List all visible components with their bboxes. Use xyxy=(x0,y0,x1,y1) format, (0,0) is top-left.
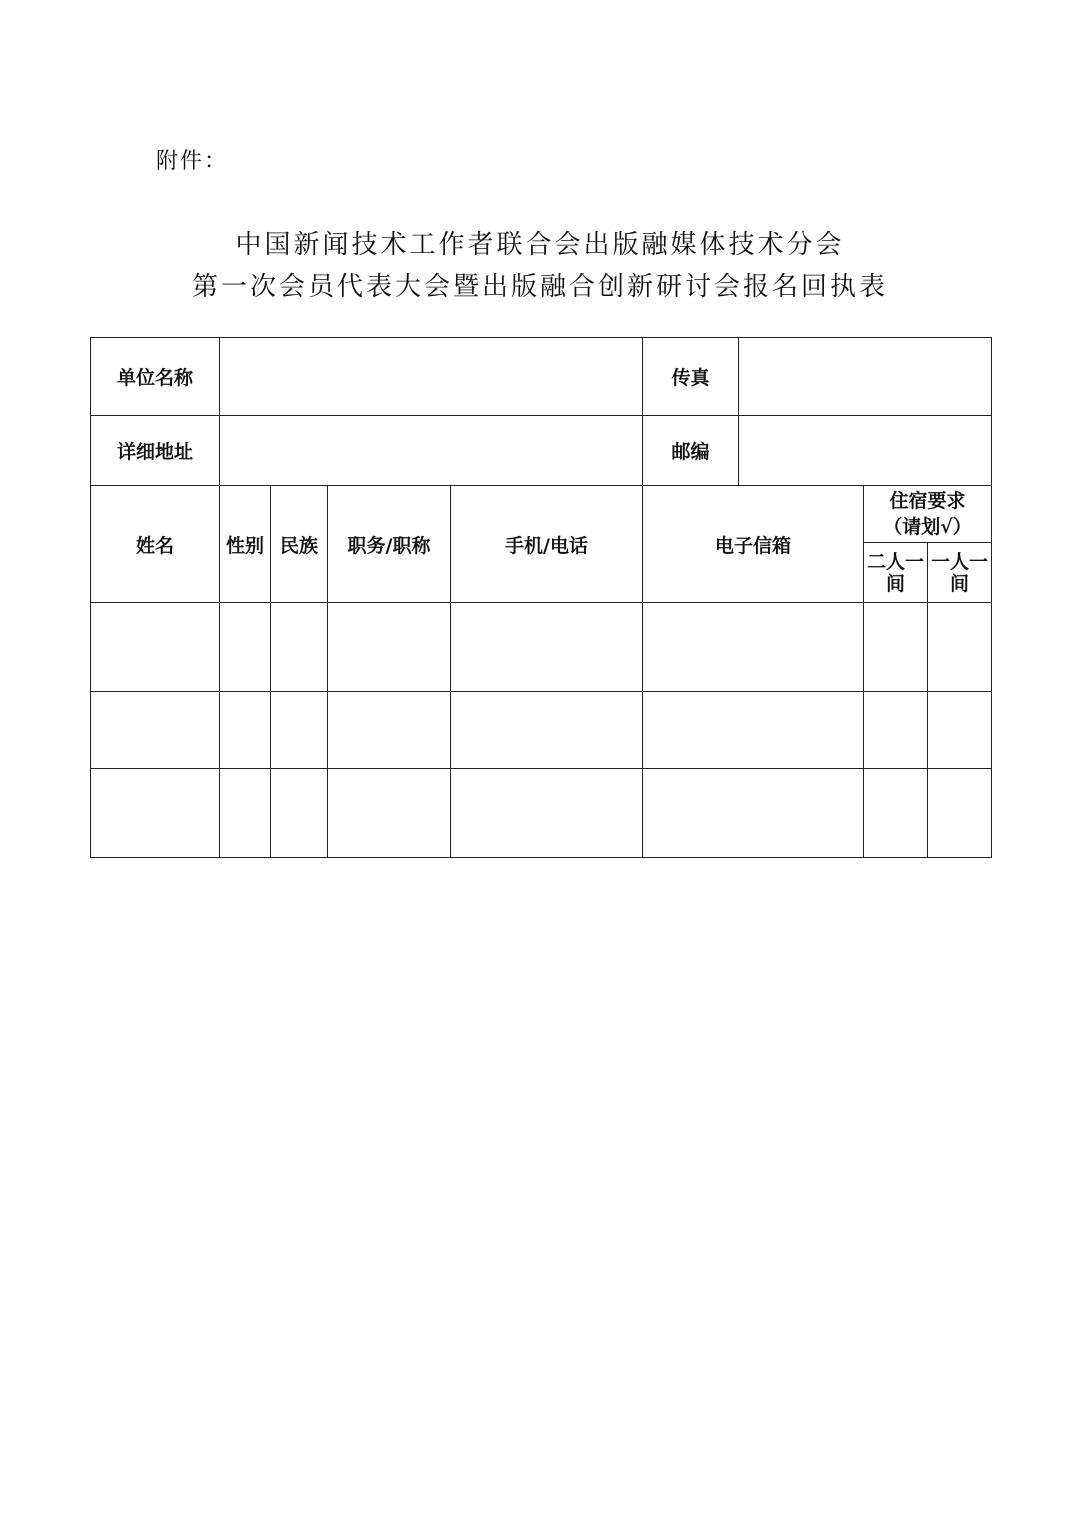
single-room-cell[interactable] xyxy=(928,769,992,858)
phone-cell[interactable] xyxy=(451,769,643,858)
double-room-cell[interactable] xyxy=(864,603,928,692)
title-line-1: 中国新闻技术工作者联合会出版融媒体技术分会 xyxy=(235,230,845,260)
ethnicity-cell[interactable] xyxy=(271,603,328,692)
phone-cell[interactable] xyxy=(451,692,643,769)
position-cell[interactable] xyxy=(328,603,451,692)
name-cell[interactable] xyxy=(91,769,220,858)
address-field[interactable] xyxy=(220,416,643,486)
double-room-header xyxy=(864,543,928,603)
phone-header: 手机/电话 xyxy=(451,486,643,603)
ethnicity-header: 民族 xyxy=(271,486,328,603)
table-row xyxy=(91,603,992,692)
double-room-line2: 间 xyxy=(885,572,905,595)
gender-header: 性别 xyxy=(220,486,271,603)
name-cell[interactable] xyxy=(91,603,220,692)
ethnicity-cell[interactable] xyxy=(271,692,328,769)
name-cell[interactable] xyxy=(91,692,220,769)
single-room-header xyxy=(928,543,992,603)
unit-name-label: 单位名称 xyxy=(91,338,220,416)
unit-row xyxy=(91,338,992,416)
gender-cell[interactable] xyxy=(220,692,271,769)
unit-name-field[interactable] xyxy=(220,338,643,416)
email-header: 电子信箱 xyxy=(643,486,864,603)
email-cell[interactable] xyxy=(643,692,864,769)
address-row xyxy=(91,416,992,486)
table-row xyxy=(91,692,992,769)
position-cell[interactable] xyxy=(328,692,451,769)
lodging-label: 住宿要求 xyxy=(889,490,966,512)
single-room-cell[interactable] xyxy=(928,603,992,692)
lodging-header xyxy=(864,486,992,543)
single-room-line1: 一人一 xyxy=(931,550,989,573)
column-header-row xyxy=(91,486,992,543)
double-room-cell[interactable] xyxy=(864,692,928,769)
postcode-field[interactable] xyxy=(739,416,992,486)
single-room-cell[interactable] xyxy=(928,692,992,769)
attachment-label: 附件： xyxy=(156,149,229,174)
name-header: 姓名 xyxy=(91,486,220,603)
email-cell[interactable] xyxy=(643,769,864,858)
table-row xyxy=(91,769,992,858)
email-cell[interactable] xyxy=(643,603,864,692)
gender-cell[interactable] xyxy=(220,769,271,858)
single-room-line2: 间 xyxy=(950,572,970,595)
registration-form-table xyxy=(90,337,992,858)
double-room-line1: 二人一 xyxy=(866,550,924,573)
fax-field[interactable] xyxy=(739,338,992,416)
gender-cell[interactable] xyxy=(220,603,271,692)
postcode-label: 邮编 xyxy=(643,416,739,486)
phone-cell[interactable] xyxy=(451,603,643,692)
position-cell[interactable] xyxy=(328,769,451,858)
double-room-cell[interactable] xyxy=(864,769,928,858)
position-header: 职务/职称 xyxy=(328,486,451,603)
ethnicity-cell[interactable] xyxy=(271,769,328,858)
title-line-2: 第一次会员代表大会暨出版融合创新研讨会报名回执表 xyxy=(191,272,888,302)
fax-label: 传真 xyxy=(643,338,739,416)
address-label: 详细地址 xyxy=(91,416,220,486)
lodging-note: （请划√） xyxy=(883,516,972,538)
